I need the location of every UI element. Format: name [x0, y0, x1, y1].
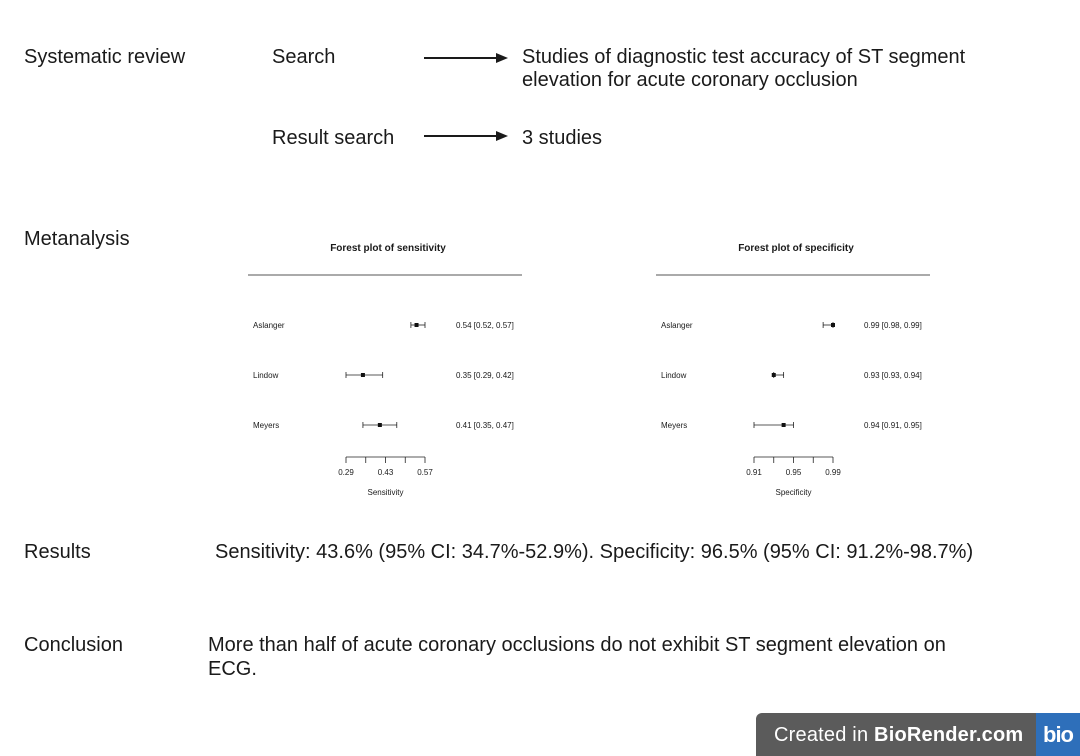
point-estimate [831, 323, 835, 327]
section-conclusion: Conclusion [24, 634, 123, 656]
point-estimate [772, 373, 776, 377]
search-label: Search [272, 46, 336, 68]
badge-brand: BioRender.com [874, 724, 1024, 746]
x-tick-label: 0.43 [377, 468, 394, 477]
section-results: Results [24, 541, 91, 563]
x-axis-label: Sensitivity [367, 488, 404, 497]
x-tick-label: 0.99 [825, 468, 841, 477]
study-name: Aslanger [253, 321, 285, 330]
x-tick-label: 0.57 [417, 468, 433, 477]
x-tick-label: 0.29 [338, 468, 354, 477]
point-estimate [782, 423, 786, 427]
estimate-label: 0.99 [0.98, 0.99] [864, 321, 922, 330]
section-systematic-review: Systematic review [24, 46, 186, 68]
point-estimate [361, 373, 365, 377]
badge-prefix: Created in [774, 724, 875, 746]
biorender-badge-text [774, 723, 1023, 747]
forest-plot-specificity [648, 230, 938, 510]
search-result-line1: Studies of diagnostic test accuracy of ST segment [522, 46, 966, 68]
study-name: Meyers [253, 421, 280, 430]
point-estimate [378, 423, 382, 427]
search-arrow [420, 50, 512, 66]
conclusion-line2: ECG. [208, 658, 257, 680]
biorender-badge[interactable] [756, 713, 1080, 756]
biorender-logo-icon: bio [1036, 713, 1080, 756]
conclusion-line1: More than half of acute coronary occlusions do not exhibit ST segment elevation on [208, 634, 946, 656]
estimate-label: 0.35 [0.29, 0.42] [456, 371, 514, 380]
estimate-label: 0.93 [0.93, 0.94] [864, 371, 922, 380]
x-tick-label: 0.91 [746, 468, 762, 477]
study-name: Lindow [253, 371, 279, 380]
forest-plot-svg [648, 230, 938, 510]
x-tick-label: 0.95 [785, 468, 802, 477]
search-result-line2: elevation for acute coronary occlusion [522, 69, 858, 91]
section-metanalysis: Metanalysis [24, 228, 130, 250]
result-search-label: Result search [272, 127, 395, 149]
study-name: Aslanger [661, 321, 693, 330]
plot-title: Forest plot of sensitivity [330, 243, 446, 254]
results-text: Sensitivity: 43.6% (95% CI: 34.7%-52.9%). Specificity: 96.5% (95% CI: 91.2%-98.7%) [215, 541, 974, 563]
result-search-arrow [420, 128, 512, 144]
forest-plot-sensitivity [240, 230, 530, 510]
result-search-value: 3 studies [522, 127, 603, 149]
plot-title: Forest plot of specificity [738, 243, 854, 254]
estimate-label: 0.41 [0.35, 0.47] [456, 421, 514, 430]
x-axis-label: Specificity [775, 488, 812, 497]
study-name: Lindow [661, 371, 687, 380]
estimate-label: 0.94 [0.91, 0.95] [864, 421, 922, 430]
forest-plot-svg [240, 230, 530, 510]
estimate-label: 0.54 [0.52, 0.57] [456, 321, 514, 330]
point-estimate [415, 323, 419, 327]
study-name: Meyers [661, 421, 688, 430]
